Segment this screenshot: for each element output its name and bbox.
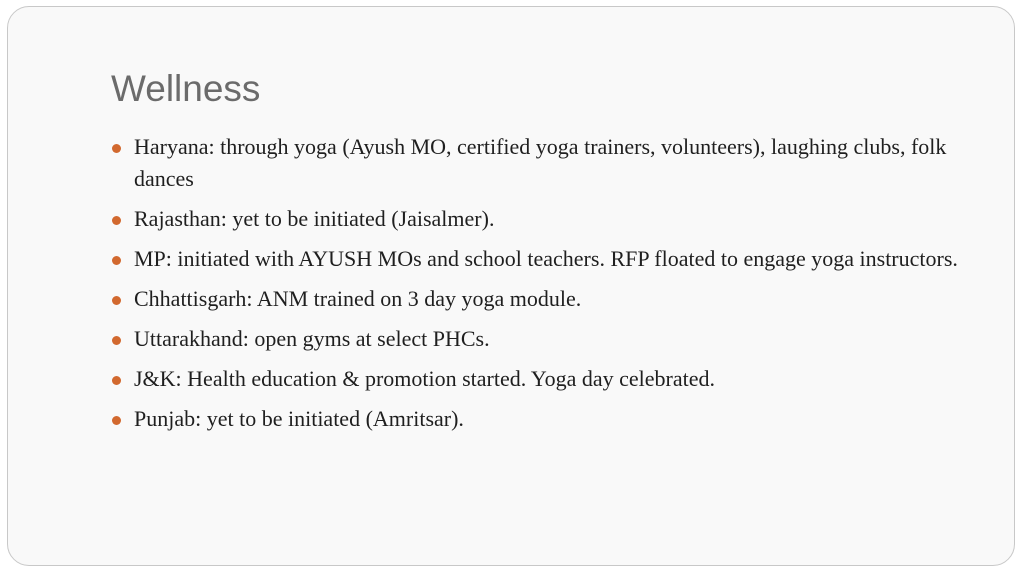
bullet-text: Punjab: yet to be initiated (Amritsar). xyxy=(134,406,464,431)
bullet-dot-icon xyxy=(112,416,121,425)
bullet-item-punjab xyxy=(108,403,958,435)
bullet-text: Rajasthan: yet to be initiated (Jaisalmer). xyxy=(134,206,495,231)
slide xyxy=(7,6,1015,566)
bullet-list xyxy=(108,131,958,443)
bullet-dot-icon xyxy=(112,256,121,265)
bullet-item-jk xyxy=(108,363,958,395)
bullet-text: J&K: Health education & promotion started. Yoga day celebrated. xyxy=(134,366,716,391)
bullet-item-chhattisgarh xyxy=(108,283,958,315)
bullet-item-uttarakhand xyxy=(108,323,958,355)
bullet-dot-icon xyxy=(112,296,121,305)
bullet-text: Uttarakhand: open gyms at select PHCs. xyxy=(134,326,490,351)
bullet-item-rajasthan xyxy=(108,203,958,235)
bullet-item-mp xyxy=(108,243,958,275)
bullet-dot-icon xyxy=(112,144,121,153)
bullet-dot-icon xyxy=(112,216,121,225)
bullet-text: MP: initiated with AYUSH MOs and school teachers. RFP floated to engage yoga instructors. xyxy=(134,246,958,271)
bullet-text: Chhattisgarh: ANM trained on 3 day yoga module. xyxy=(134,286,582,311)
bullet-item-haryana xyxy=(108,131,958,195)
bullet-dot-icon xyxy=(112,336,121,345)
bullet-text: Haryana: through yoga (Ayush MO, certified yoga trainers, volunteers), laughing clubs, folk dances xyxy=(134,134,947,191)
bullet-dot-icon xyxy=(112,376,121,385)
slide-title: Wellness xyxy=(111,68,261,109)
